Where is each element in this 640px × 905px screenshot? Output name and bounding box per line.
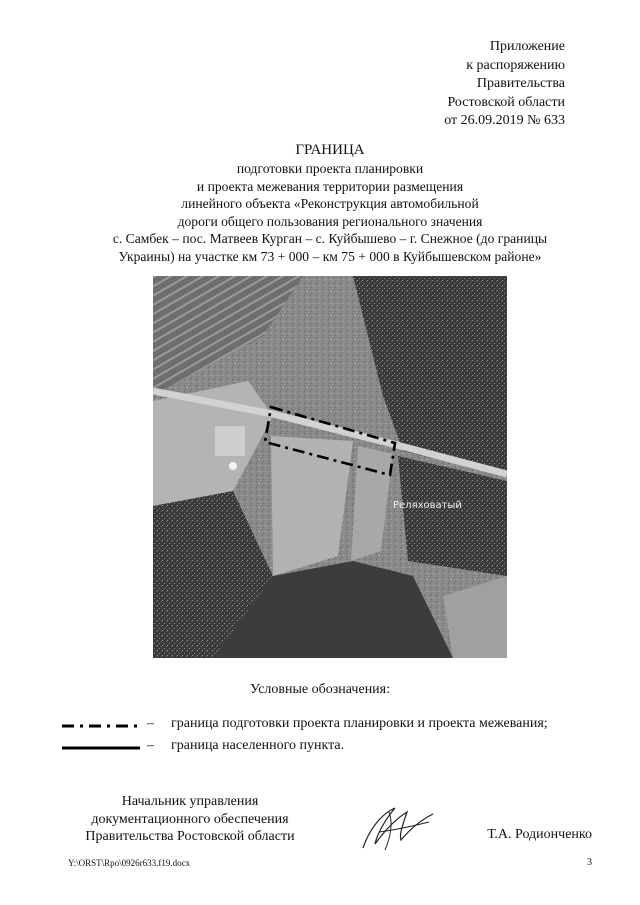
subtitle-line: Украины) на участке км 73 + 000 – км 75 + 000 в Куйбышевском районе»	[118, 248, 542, 264]
signatory-line: документационного обеспечения	[91, 811, 289, 827]
subtitle-line: линейного объекта «Реконструкция автомобильной	[181, 196, 479, 212]
legend-text: граница подготовки проекта планировки и проекта межевания;	[171, 716, 548, 731]
signatory-name: Т.А. Родионченко	[487, 827, 592, 842]
handwritten-signature	[355, 800, 445, 855]
subtitle-line: дороги общего пользования регионального значения	[177, 213, 483, 229]
legend-dash: –	[147, 716, 154, 731]
map-place-label: Реляховатый	[393, 500, 462, 511]
appendix-line: от 26.09.2019 № 633	[444, 113, 565, 129]
settlement-marker	[229, 462, 237, 470]
signatory-line: Правительства Ростовской области	[85, 829, 295, 844]
appendix-line: Приложение	[489, 39, 565, 54]
map-canvas	[153, 276, 507, 658]
page-number: 3	[587, 857, 592, 868]
document-title: ГРАНИЦА	[295, 142, 365, 158]
appendix-line: к распоряжению	[466, 57, 565, 73]
signatory-position	[60, 793, 320, 846]
legend-text: граница населенного пункта.	[171, 738, 345, 753]
signatory-line: Начальник управления	[121, 794, 259, 809]
subtitle-line: и проекта межевания территории размещения	[196, 178, 464, 194]
subtitle-line: с. Самбек – пос. Матвеев Курган – с. Куйбышево – г. Снежное (до границы	[112, 231, 548, 247]
appendix-header	[345, 38, 565, 131]
file-path: Y:\ORST\Rpo\0926r633.f19.docx	[68, 858, 191, 868]
appendix-line: Правительства	[476, 76, 565, 92]
settlement-area	[215, 426, 245, 456]
legend-dash: –	[147, 738, 154, 753]
appendix-line: Ростовской области	[447, 94, 565, 110]
satellite-map	[153, 276, 507, 658]
solid-line-symbol	[62, 738, 142, 758]
dash-dot-line-symbol	[62, 716, 142, 736]
legend-title: Условные обозначения:	[249, 682, 391, 697]
subtitle-line: подготовки проекта планировки	[236, 161, 424, 176]
title-block	[60, 140, 600, 266]
